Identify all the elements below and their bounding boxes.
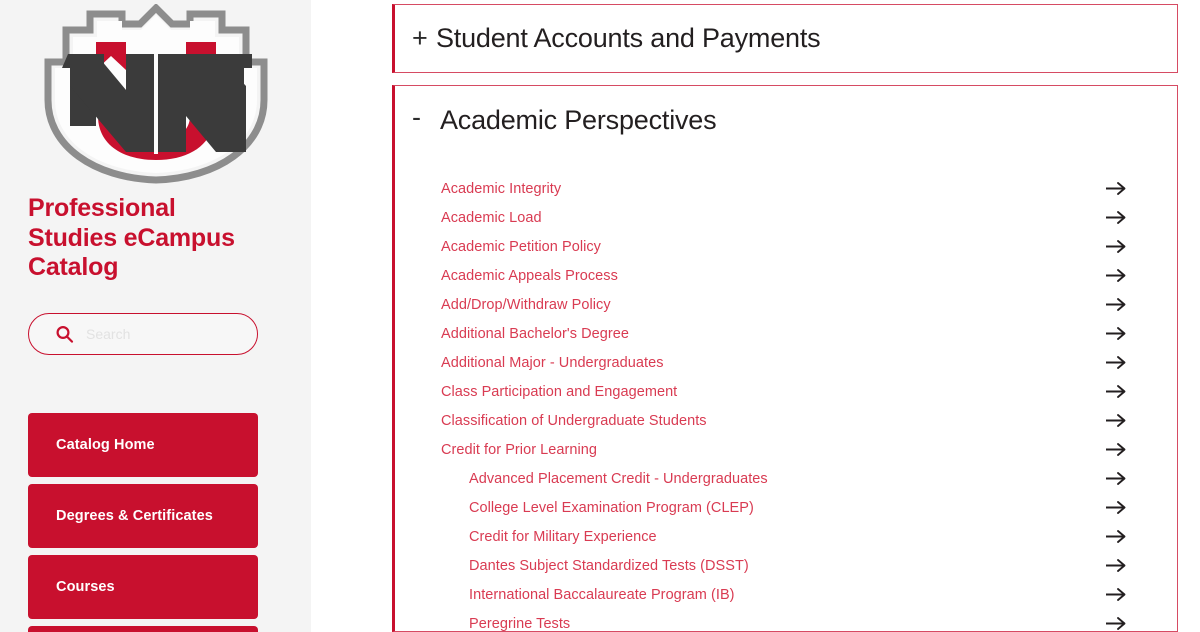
- sidebar: [0, 0, 311, 632]
- list-item-label[interactable]: Academic Integrity: [441, 180, 562, 197]
- list-item-label[interactable]: College Level Examination Program (CLEP): [469, 499, 754, 516]
- search-input[interactable]: [86, 326, 236, 342]
- arrow-right-icon[interactable]: [1105, 210, 1127, 225]
- list-item-label[interactable]: Academic Petition Policy: [441, 238, 601, 255]
- accordion-header-academic-perspectives[interactable]: [395, 86, 1177, 154]
- list-item-14[interactable]: [395, 580, 1177, 609]
- accordion-panel-student-accounts: [392, 4, 1178, 73]
- list-item-label[interactable]: Classification of Undergraduate Students: [441, 412, 707, 429]
- list-item-label[interactable]: Advanced Placement Credit - Undergraduates: [469, 470, 768, 487]
- sidebar-item-courses[interactable]: Courses: [28, 555, 258, 619]
- list-item-label[interactable]: Peregrine Tests: [469, 615, 571, 632]
- list-item-label[interactable]: Credit for Military Experience: [469, 528, 657, 545]
- arrow-right-icon[interactable]: [1105, 558, 1127, 573]
- arrow-right-icon[interactable]: [1105, 442, 1127, 457]
- expand-plus-icon[interactable]: +: [412, 23, 428, 53]
- arrow-right-icon[interactable]: [1105, 529, 1127, 544]
- sidebar-item-catalog-home[interactable]: Catalog Home: [28, 413, 258, 477]
- accordion-title: Student Accounts and Payments: [436, 23, 821, 53]
- list-item-8[interactable]: [395, 406, 1177, 435]
- arrow-right-icon[interactable]: [1105, 500, 1127, 515]
- arrow-right-icon[interactable]: [1105, 355, 1127, 370]
- list-item-label[interactable]: Additional Bachelor's Degree: [441, 325, 629, 342]
- logo-container: [0, 0, 311, 184]
- list-item-label[interactable]: Class Participation and Engagement: [441, 383, 678, 400]
- arrow-right-icon[interactable]: [1105, 326, 1127, 341]
- arrow-right-icon[interactable]: [1105, 471, 1127, 486]
- list-item-11[interactable]: [395, 493, 1177, 522]
- list-item-1[interactable]: [395, 203, 1177, 232]
- list-item-5[interactable]: [395, 319, 1177, 348]
- list-item-2[interactable]: [395, 232, 1177, 261]
- arrow-right-icon[interactable]: [1105, 268, 1127, 283]
- nnu-shield-logo-icon: [40, 4, 272, 184]
- list-item-15[interactable]: [395, 609, 1177, 632]
- arrow-right-icon[interactable]: [1105, 239, 1127, 254]
- arrow-right-icon[interactable]: [1105, 413, 1127, 428]
- list-item-label[interactable]: Additional Major - Undergraduates: [441, 354, 664, 371]
- accordion-link-list: [395, 154, 1177, 632]
- page-title: Professional Studies eCampus Catalog: [28, 194, 235, 281]
- arrow-right-icon[interactable]: [1105, 587, 1127, 602]
- arrow-right-icon[interactable]: [1105, 384, 1127, 399]
- accordion-title: Academic Perspectives: [440, 104, 717, 135]
- list-item-12[interactable]: [395, 522, 1177, 551]
- search-icon: [55, 325, 74, 344]
- list-item-label[interactable]: Academic Appeals Process: [441, 267, 618, 284]
- list-item-0[interactable]: [395, 174, 1177, 203]
- arrow-right-icon[interactable]: [1105, 181, 1127, 196]
- sidebar-nav: [28, 413, 258, 632]
- list-item-4[interactable]: [395, 290, 1177, 319]
- accordion-header-student-accounts[interactable]: [395, 6, 820, 71]
- list-item-7[interactable]: [395, 377, 1177, 406]
- sidebar-item-partial[interactable]: [28, 626, 258, 632]
- main-content: [311, 0, 1200, 632]
- arrow-right-icon[interactable]: [1105, 616, 1127, 631]
- accordion-panel-academic-perspectives: [392, 85, 1178, 632]
- list-item-label[interactable]: Dantes Subject Standardized Tests (DSST): [469, 557, 749, 574]
- list-item-label[interactable]: Add/Drop/Withdraw Policy: [441, 296, 611, 313]
- list-item-label[interactable]: Academic Load: [441, 209, 542, 226]
- list-item-label[interactable]: Credit for Prior Learning: [441, 441, 597, 458]
- list-item-9[interactable]: [395, 435, 1177, 464]
- collapse-minus-icon[interactable]: -: [412, 101, 421, 132]
- list-item-label[interactable]: International Baccalaureate Program (IB): [469, 586, 735, 603]
- arrow-right-icon[interactable]: [1105, 297, 1127, 312]
- sidebar-item-degrees-certificates[interactable]: Degrees & Certificates: [28, 484, 258, 548]
- list-item-13[interactable]: [395, 551, 1177, 580]
- list-item-3[interactable]: [395, 261, 1177, 290]
- list-item-10[interactable]: [395, 464, 1177, 493]
- search-box[interactable]: [28, 313, 258, 355]
- list-item-6[interactable]: [395, 348, 1177, 377]
